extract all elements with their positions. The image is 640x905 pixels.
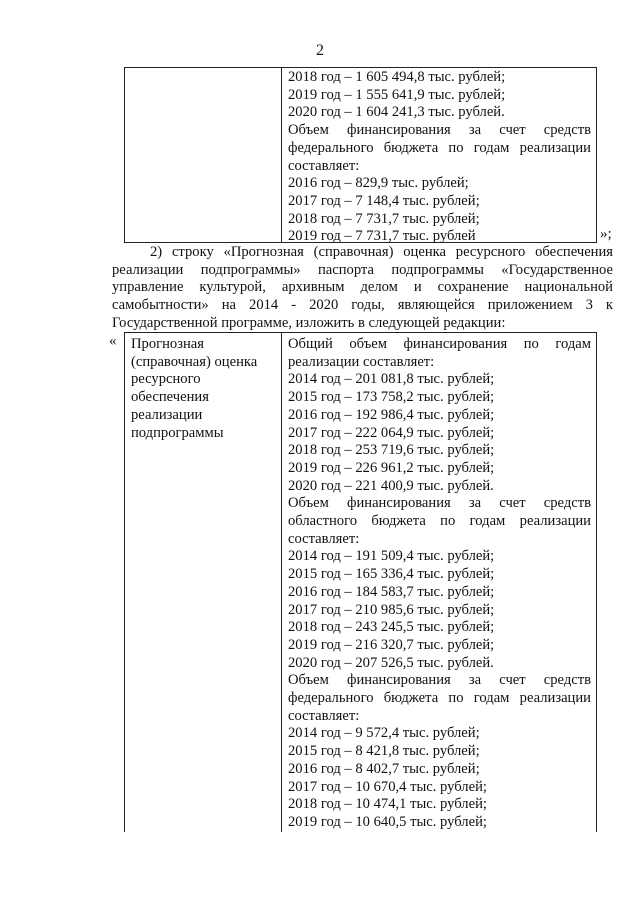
table1-right-border	[596, 67, 597, 243]
table2-line: 2019 год – 216 320,7 тыс. рублей;	[288, 636, 495, 653]
table2-line: Объем финансирования за счет средств	[288, 495, 591, 512]
instruction-paragraph	[112, 244, 613, 333]
table2-left-line: обеспечения	[131, 389, 209, 406]
table2-line: Объем финансирования за счет средств	[288, 672, 591, 689]
table2-line: 2020 год – 221 400,9 тыс. рублей.	[288, 477, 494, 494]
closing-quote-mark: »;	[600, 226, 612, 242]
table1-line: 2019 год – 7 731,7 тыс. рублей	[288, 228, 476, 245]
table1-line: 2018 год – 7 731,7 тыс. рублей;	[288, 210, 480, 227]
page-number: 2	[316, 42, 324, 59]
table2-left-line: подпрограммы	[131, 424, 224, 441]
table2-line: 2019 год – 226 961,2 тыс. рублей;	[288, 459, 495, 476]
table2-line: Общий объем финансирования по годам	[288, 336, 591, 352]
table1-right-cell	[288, 69, 591, 246]
table2-line: 2015 год – 8 421,8 тыс. рублей;	[288, 743, 480, 760]
table2-line: 2014 год – 201 081,8 тыс. рублей;	[288, 371, 495, 388]
table2-left-border	[124, 332, 125, 832]
table2-left-cell	[131, 336, 277, 442]
table2-left-line: ресурсного	[131, 371, 201, 388]
table2-line: 2017 год – 222 064,9 тыс. рублей;	[288, 424, 495, 441]
table2-right-border	[596, 332, 597, 832]
paragraph-line: 2) строку «Прогнозная (справочная) оценка ресурсного обеспечения	[150, 244, 613, 260]
table2-line: составляет:	[288, 707, 360, 724]
table2-line: составляет:	[288, 530, 360, 547]
table1-line: 2016 год – 829,9 тыс. рублей;	[288, 175, 469, 192]
table2-line: 2017 год – 210 985,6 тыс. рублей;	[288, 601, 495, 618]
table2-left-line: Прогнозная	[131, 336, 204, 352]
table2-line: 2015 год – 173 758,2 тыс. рублей;	[288, 389, 495, 406]
table2-line: 2020 год – 207 526,5 тыс. рублей.	[288, 654, 494, 671]
table2-line: 2016 год – 8 402,7 тыс. рублей;	[288, 760, 480, 777]
table2-line: федерального бюджета по годам реализации	[288, 690, 591, 707]
paragraph-line: самобытности» на 2014 - 2020 годы, являющейся приложением 3 к	[112, 297, 613, 314]
table1-top-border	[124, 67, 597, 68]
table1-line: федерального бюджета по годам реализации	[288, 139, 591, 156]
table2-line: 2016 год – 184 583,7 тыс. рублей;	[288, 583, 495, 600]
table2-line: 2018 год – 10 474,1 тыс. рублей;	[288, 796, 487, 813]
table2-mid-border	[281, 332, 282, 832]
table2-right-cell	[288, 336, 591, 832]
table1-line: 2017 год – 7 148,4 тыс. рублей;	[288, 192, 480, 209]
paragraph-line: реализации подпрограммы» паспорта подпрограммы «Государственное	[112, 261, 613, 278]
table1-line: Объем финансирования за счет средств	[288, 122, 591, 139]
table2-line: 2014 год – 9 572,4 тыс. рублей;	[288, 725, 480, 742]
table1-left-border	[124, 67, 125, 243]
table1-line: 2018 год – 1 605 494,8 тыс. рублей;	[288, 69, 506, 85]
table2-line: реализации составляет:	[288, 353, 435, 370]
table1-line: 2019 год – 1 555 641,9 тыс. рублей;	[288, 86, 506, 103]
table2-line: 2016 год – 192 986,4 тыс. рублей;	[288, 406, 495, 423]
table2-line: 2015 год – 165 336,4 тыс. рублей;	[288, 566, 495, 583]
table1-mid-border	[281, 67, 282, 243]
paragraph-line: Государственной программе, изложить в следующей редакции:	[112, 314, 506, 331]
table2-line: 2019 год – 10 640,5 тыс. рублей;	[288, 813, 487, 830]
table2-left-line: реализации	[131, 406, 203, 423]
table2-line: областного бюджета по годам реализации	[288, 513, 591, 530]
table2-line: 2018 год – 253 719,6 тыс. рублей;	[288, 442, 495, 459]
table2-line: 2018 год – 243 245,5 тыс. рублей;	[288, 619, 495, 636]
table2-top-border	[124, 332, 597, 333]
table2-line: 2017 год – 10 670,4 тыс. рублей;	[288, 778, 487, 795]
opening-quote-mark: «	[109, 333, 117, 349]
paragraph-line: управление культурой, архивным делом и сохранение национальной	[112, 279, 613, 296]
table2-left-line: (справочная) оценка	[131, 353, 258, 370]
table1-line: 2020 год – 1 604 241,3 тыс. рублей.	[288, 104, 505, 121]
table1-line: составляет:	[288, 157, 360, 174]
table2-line: 2014 год – 191 509,4 тыс. рублей;	[288, 548, 495, 565]
